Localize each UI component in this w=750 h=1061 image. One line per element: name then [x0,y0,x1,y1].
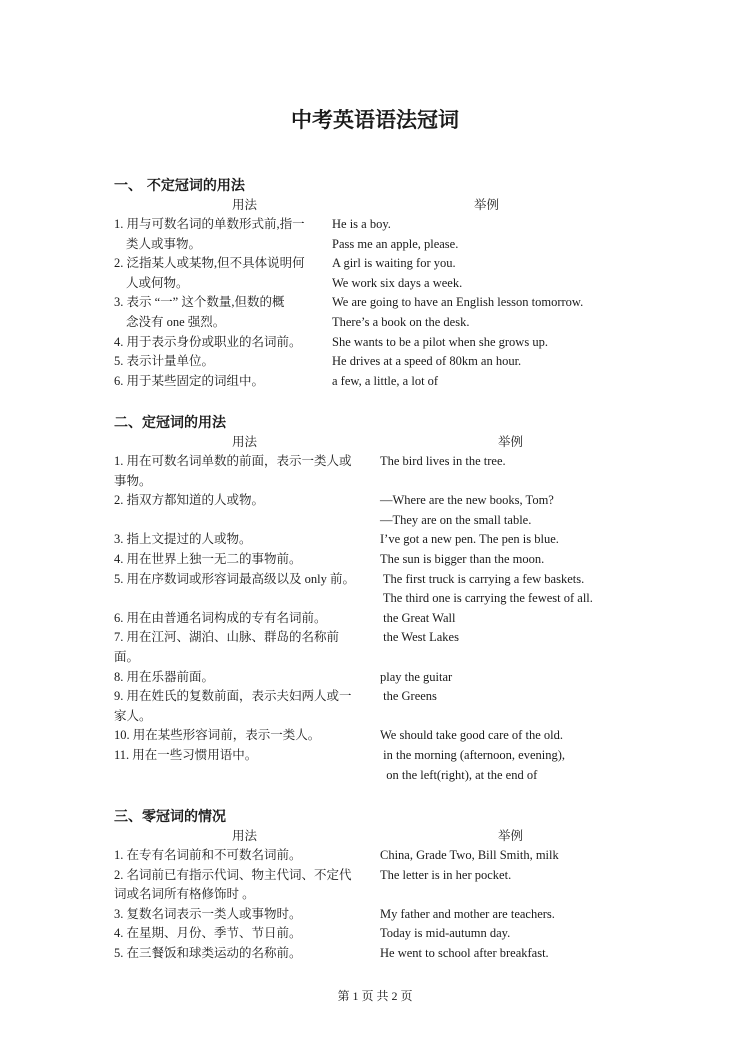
usage-cell [114,905,302,925]
example-cell [332,333,548,353]
usage-cell [114,452,352,491]
usage-cell [114,293,284,332]
example-cell [380,570,593,609]
example-text: A girl is waiting for you. [332,256,456,271]
example-cell [380,668,452,688]
example-cell [380,905,555,925]
usage-cell [114,924,302,944]
example-cell [380,746,565,785]
usage-cell [114,668,214,688]
example-text: in the morning (afternoon, evening), [380,747,566,762]
example-text: We work six days a week. [332,275,463,290]
example-text: He is a boy. [332,217,391,231]
usage-text: 人或何物。 [126,275,189,290]
example-text: I’ve got a new pen. The pen is blue. [380,532,559,547]
usage-text: 2. 名词前已有指示代词、物主代词、不定代 [114,867,352,882]
example-cell [380,452,506,472]
table-row [114,866,634,905]
usage-text: 念没有 one 强烈。 [126,314,226,329]
usage-text: 6. 用于某些固定的词组中。 [114,373,265,388]
usage-text: 面。 [114,649,140,664]
example-cell [332,293,583,332]
example-text: There’s a book on the desk. [332,314,470,329]
usage-cell [114,687,352,726]
example-text: play the guitar [380,669,453,684]
example-text: She wants to be a pilot when she grows up. [332,334,548,349]
table-row [114,687,634,726]
usage-cell [114,846,302,866]
usage-cell [114,333,302,353]
table-row [114,530,634,550]
usage-cell [114,254,305,293]
usage-text: 4. 用于表示身份或职业的名词前。 [114,334,302,349]
example-text: We should take good care of the old. [380,728,563,743]
example-text: the West Lakes [380,630,459,645]
usage-text: 5. 在三餐饭和球类运动的名称前。 [114,945,302,960]
table-row [114,352,634,372]
section-definite-article [114,413,634,785]
usage-text: 10. 用在某些形容词前，表示一类人。 [114,728,321,743]
usage-text: 4. 在星期、月份、季节、节日前。 [114,926,302,941]
example-cell [380,550,544,570]
column-header-usage: 用法 [232,198,258,212]
usage-cell [114,609,327,629]
document-title: 中考英语语法冠词 [291,108,459,132]
column-header-row [114,433,634,452]
table-row [114,491,634,530]
example-cell [380,924,510,944]
usage-cell [114,372,264,392]
example-text: Today is mid-autumn day. [380,926,511,941]
table-row [114,215,634,254]
usage-text: 1. 用在可数名词单数的前面，表示一类人或 [114,454,352,468]
usage-text: 8. 用在乐器前面。 [114,669,215,684]
example-text: on the left(right), at the end of [380,767,538,782]
usage-text: 3. 复数名词表示一类人或事物时。 [114,906,302,921]
table-row [114,944,634,964]
example-cell [332,352,521,372]
example-text: China, Grade Two, Bill Smith, milk [380,848,559,862]
usage-cell [114,352,214,372]
section-indefinite-article [114,176,634,391]
example-cell [380,866,511,886]
column-header-example: 举例 [474,198,500,212]
column-header-example: 举例 [498,829,524,843]
example-cell [380,628,459,648]
section-heading: 一、 不定冠词的用法 [114,178,245,194]
example-text: a few, a little, a lot of [332,373,439,388]
example-cell [380,846,559,866]
example-cell [332,372,438,392]
table-row [114,628,634,667]
usage-text: 5. 用在序数词或形容词最高级以及 only 前。 [114,571,355,586]
usage-text: 2. 泛指某人或某物,但不具体说明何 [114,256,305,271]
example-text: He drives at a speed of 80km an hour. [332,354,522,369]
usage-cell [114,628,339,667]
usage-text: 6. 用在由普通名词构成的专有名词前。 [114,610,327,625]
usage-text: 词或名词所有格修饰时 。 [114,887,255,902]
example-text: —They are on the small table. [380,512,532,527]
usage-text: 5. 表示计量单位。 [114,354,215,369]
usage-cell [114,530,252,550]
usage-cell [114,746,257,766]
usage-text: 7. 用在江河、湖泊、山脉、群岛的名称前 [114,630,340,645]
usage-text: 9. 用在姓氏的复数前面，表示夫妇两人或一 [114,689,352,704]
section-heading: 三、零冠词的情况 [114,809,226,825]
example-cell [380,491,554,530]
example-text: The third one is carrying the fewest of all. [380,591,593,606]
table-row [114,452,634,491]
example-text: The letter is in her pocket. [380,867,512,882]
usage-cell [114,550,302,570]
table-row [114,570,634,609]
usage-text: 3. 表示 “一” 这个数量,但数的概 [114,295,285,310]
usage-text: 11. 用在一些习惯用语中。 [114,747,258,762]
example-cell [380,944,549,964]
table-row [114,726,634,746]
usage-cell [114,944,302,964]
usage-text: 1. 用与可数名词的单数形式前,指一 [114,217,305,231]
example-text: —Where are the new books, Tom? [380,493,554,508]
column-header-usage: 用法 [232,829,258,843]
example-text: He went to school after breakfast. [380,945,549,960]
table-row [114,905,634,925]
usage-text: 类人或事物。 [126,236,202,251]
table-row [114,668,634,688]
example-text: the Great Wall [380,610,456,625]
page-footer: 第 1 页 共 2 页 [337,989,413,1003]
table-row [114,746,634,785]
usage-text: 2. 指双方都知道的人或物。 [114,493,265,508]
table-row [114,333,634,353]
example-cell [380,530,559,550]
column-header-row [114,196,634,215]
example-cell [380,687,437,707]
example-text: My father and mother are teachers. [380,906,555,921]
table-row [114,550,634,570]
table-row [114,254,634,293]
usage-text: 4. 用在世界上独一无二的事物前。 [114,551,302,566]
table-row [114,924,634,944]
usage-text: 家人。 [114,708,152,723]
example-text: The first truck is carrying a few baskets. [380,571,585,586]
usage-text: 3. 指上文提过的人或物。 [114,532,252,547]
usage-cell [114,726,320,746]
table-row [114,372,634,392]
example-text: the Greens [380,689,437,704]
column-header-row [114,827,634,846]
usage-cell [114,491,264,511]
usage-text: 1. 在专有名词前和不可数名词前。 [114,848,302,862]
table-row [114,609,634,629]
column-header-example: 举例 [498,435,524,449]
example-cell [332,215,458,254]
example-cell [380,609,455,629]
example-text: Pass me an apple, please. [332,236,459,251]
column-header-usage: 用法 [232,435,258,449]
table-row [114,846,634,866]
table-row [114,293,634,332]
usage-cell [114,570,355,590]
section-heading: 二、定冠词的用法 [114,415,226,431]
section-zero-article [114,807,634,964]
usage-cell [114,866,352,905]
usage-cell [114,215,305,254]
example-text: The bird lives in the tree. [380,454,506,468]
usage-text: 事物。 [114,473,152,488]
example-cell [380,726,563,746]
example-cell [332,254,462,293]
example-text: We are going to have an English lesson tomorrow. [332,295,584,310]
example-text: The sun is bigger than the moon. [380,551,545,566]
